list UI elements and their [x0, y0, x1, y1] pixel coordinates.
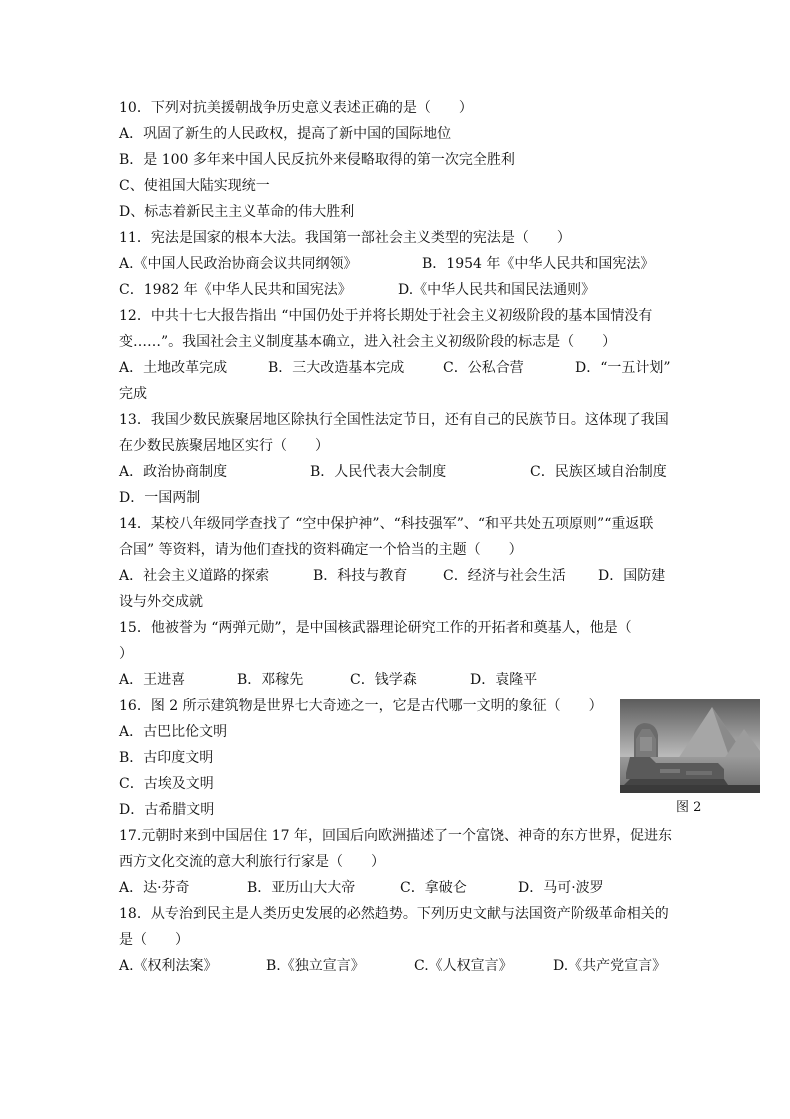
question-11-stem: 11．宪法是国家的根本大法。我国第一部社会主义类型的宪法是（ ） — [119, 230, 571, 246]
question-12-stem-line-1: 12．中共十七大报告指出 “中国仍处于并将长期处于社会主义初级阶段的基本国情没有 — [119, 308, 653, 324]
question-11-option-d: D.《中华人民共和国民法通则》 — [398, 282, 596, 298]
question-12-stem-line-2: 变……”。我国社会主义制度基本确立，进入社会主义初级阶段的标志是（ ） — [119, 334, 617, 350]
question-15-stem-line-1: 15．他被誉为 “两弹元勋”，是中国核武器理论研究工作的开拓者和奠基人，他是（ — [119, 620, 632, 636]
question-15-option-a: A．王进喜 — [119, 672, 186, 688]
question-18-option-d: D.《共产党宣言》 — [553, 958, 667, 974]
question-18-option-c: C.《人权宣言》 — [414, 958, 513, 974]
question-18-stem-line-2: 是（ ） — [119, 932, 189, 948]
question-17-stem-line-1: 17.元朝时来到中国居住 17 年，回国后向欧洲描述了一个富饶、神奇的东方世界，促进东 — [119, 828, 672, 844]
question-17-option-b: B．亚历山大大帝 — [247, 880, 356, 896]
question-14-option-a: A．社会主义道路的探索 — [119, 568, 270, 584]
question-16-option-a: A．古巴比伦文明 — [119, 724, 228, 740]
question-15-option-b: B．邓稼先 — [237, 672, 304, 688]
question-10-option-b: B．是 100 多年来中国人民反抗外来侵略取得的第一次完全胜利 — [119, 152, 515, 168]
question-16-stem: 16．图 2 所示建筑物是世界七大奇迹之一，它是古代哪一文明的象征（ ） — [119, 698, 603, 714]
question-13-stem-line-1: 13．我国少数民族聚居地区除执行全国性法定节日，还有自己的民族节日。这体现了我国 — [119, 412, 669, 428]
question-12-option-b: B．三大改造基本完成 — [268, 360, 405, 376]
question-15-stem-line-2: ） — [119, 646, 133, 662]
question-10-option-c: C、使祖国大陆实现统一 — [119, 178, 270, 194]
question-14-stem-line-2: 合国” 等资料，请为他们查找的资料确定一个恰当的主题（ ） — [119, 542, 523, 558]
question-16-option-b: B．古印度文明 — [119, 750, 214, 766]
question-17-stem-line-2: 西方文化交流的意大利旅行行家是（ ） — [119, 854, 385, 870]
question-12-option-d: D．“一五计划” — [575, 360, 671, 376]
question-12-option-c: C．公私合营 — [443, 360, 524, 376]
question-14-option-b: B．科技与教育 — [313, 568, 408, 584]
question-14-option-d-continued: 设与外交成就 — [119, 594, 203, 610]
question-13-option-c: C．民族区域自治制度 — [530, 464, 667, 480]
question-10-stem: 10．下列对抗美援朝战争历史意义表述正确的是（ ） — [119, 100, 473, 116]
question-18-option-b: B.《独立宣言》 — [266, 958, 365, 974]
sphinx-pyramid-image — [620, 699, 760, 793]
question-13-option-a: A．政治协商制度 — [119, 464, 228, 480]
question-14-option-c: C．经济与社会生活 — [443, 568, 566, 584]
question-17-option-c: C．拿破仑 — [400, 880, 467, 896]
question-17-option-d: D．马可·波罗 — [518, 880, 604, 896]
question-13-stem-line-2: 在少数民族聚居地区实行（ ） — [119, 438, 329, 454]
question-18-option-a: A.《权利法案》 — [119, 958, 218, 974]
question-15-option-d: D．袁隆平 — [470, 672, 538, 688]
question-14-stem-line-1: 14．某校八年级同学查找了 “空中保护神”、“科技强军”、“和平共处五项原则”“重返联 — [119, 516, 654, 532]
question-13-option-b: B．人民代表大会制度 — [310, 464, 447, 480]
question-10-option-a: A．巩固了新生的人民政权，提高了新中国的国际地位 — [119, 126, 452, 142]
question-11-option-a: A.《中国人民政治协商会议共同纲领》 — [119, 256, 358, 272]
question-10-option-d: D、标志着新民主主义革命的伟大胜利 — [119, 204, 355, 220]
question-11-option-b: B．1954 年《中华人民共和国宪法》 — [422, 256, 655, 272]
figure-caption: 图 2 — [676, 800, 702, 815]
question-16-option-c: C．古埃及文明 — [119, 776, 214, 792]
question-16-option-d: D．古希腊文明 — [119, 802, 215, 818]
question-13-option-d: D．一国两制 — [119, 490, 201, 506]
question-15-option-c: C．钱学森 — [350, 672, 417, 688]
question-11-option-c: C．1982 年《中华人民共和国宪法》 — [119, 282, 352, 298]
question-17-option-a: A．达·芬奇 — [119, 880, 190, 896]
question-14-option-d: D．国防建 — [598, 568, 666, 584]
question-12-option-d-continued: 完成 — [119, 386, 147, 402]
question-18-stem-line-1: 18．从专治到民主是人类历史发展的必然趋势。下列历史文献与法国资产阶级革命相关的 — [119, 906, 669, 922]
question-12-option-a: A．土地改革完成 — [119, 360, 228, 376]
